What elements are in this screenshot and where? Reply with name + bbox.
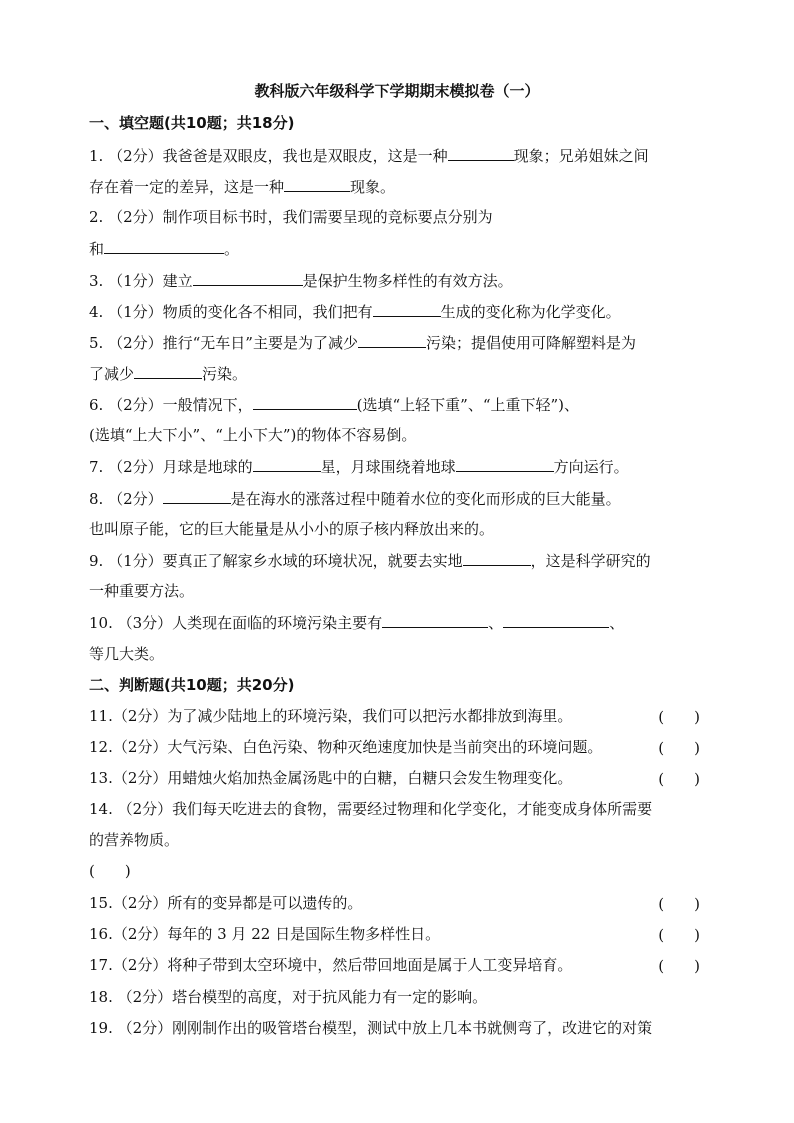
question-5-line-1: 5. （2分）推行“无车日”主要是为了减少 污染；提倡使用可降解塑料是为	[89, 334, 636, 352]
question-10-line-2: 等几大类。	[89, 645, 165, 663]
question-2-line-2: 和 。	[89, 240, 240, 258]
question-19: 19. （2分）刚刚制作出的吸管塔台模型，测试中放上几本书就侧弯了，改进它的对策	[89, 1019, 653, 1037]
page-title: 教科版六年级科学下学期期末模拟卷（一）	[254, 82, 540, 100]
answer-paren[interactable]: ( )	[658, 957, 700, 975]
question-4: 4. （1分）物质的变化各不相同，我们把有 生成的变化称为化学变化。	[89, 303, 621, 321]
answer-paren[interactable]: ( )	[658, 708, 700, 726]
answer-paren[interactable]: ( )	[658, 739, 700, 757]
question-15: 15.（2分）所有的变异都是可以遗传的。	[89, 894, 363, 912]
answer-blank[interactable]	[456, 456, 554, 472]
question-17: 17.（2分）将种子带到太空环境中，然后带回地面是属于人工变异培育。	[89, 956, 573, 974]
question-3: 3. （1分）建立 是保护生物多样性的有效方法。	[89, 272, 513, 290]
question-1-line-1: 1. （2分）我爸爸是双眼皮，我也是双眼皮，这是一种 现象；兄弟姐妹之间	[89, 147, 649, 165]
question-2-line-1: 2. （2分）制作项目标书时，我们需要呈现的竞标要点分别为	[89, 208, 493, 226]
answer-blank[interactable]	[193, 270, 303, 286]
question-18: 18. （2分）塔台模型的高度，对于抗风能力有一定的影响。	[89, 988, 488, 1006]
answer-blank[interactable]	[253, 394, 357, 410]
answer-blank[interactable]	[463, 550, 531, 566]
question-13: 13.（2分）用蜡烛火焰加热金属汤匙中的白糖，白糖只会发生物理变化。	[89, 769, 573, 787]
question-5-line-2: 了减少 污染。	[89, 365, 248, 383]
section-true-false-heading: 二、判断题(共10题；共20分)	[89, 676, 295, 694]
question-6-line-1: 6. （2分）一般情况下， (选填“上轻下重”、“上重下轻”)、	[89, 396, 580, 414]
answer-blank[interactable]	[358, 332, 426, 348]
question-10-line-1: 10. （3分）人类现在面临的环境污染主要有 、 、	[89, 614, 625, 632]
answer-blank[interactable]	[503, 612, 609, 628]
answer-paren[interactable]: ( )	[89, 862, 131, 880]
question-12: 12.（2分）大气污染、白色污染、物种灭绝速度加快是当前突出的环境问题。	[89, 738, 603, 756]
question-6-line-2: (选填“上大下小”、“上小下大”)的物体不容易倒。	[89, 426, 417, 444]
answer-blank[interactable]	[448, 145, 514, 161]
answer-blank[interactable]	[284, 176, 350, 192]
answer-blank[interactable]	[373, 301, 441, 317]
answer-blank[interactable]	[382, 612, 488, 628]
question-1-line-2: 存在着一定的差异，这是一种 现象。	[89, 178, 396, 196]
answer-blank[interactable]	[134, 363, 202, 379]
section-fill-blank-heading: 一、填空题(共10题；共18分)	[89, 114, 295, 132]
question-11: 11.（2分）为了减少陆地上的环境污染，我们可以把污水都排放到海里。	[89, 707, 573, 725]
answer-paren[interactable]: ( )	[658, 770, 700, 788]
question-7: 7. （2分）月球是地球的 星，月球围绕着地球 方向运行。	[89, 458, 629, 476]
question-8-line-2: 也叫原子能，它的巨大能量是从小小的原子核内释放出来的。	[89, 520, 495, 538]
question-8-line-1: 8. （2分） 是在海水的涨落过程中随着水位的变化而形成的巨大能量。	[89, 490, 621, 508]
question-14-line-1: 14. （2分）我们每天吃进去的食物，需要经过物理和化学变化，才能变成身体所需要	[89, 800, 653, 818]
answer-paren[interactable]: ( )	[658, 926, 700, 944]
answer-blank[interactable]	[163, 488, 231, 504]
question-9-line-1: 9. （1分）要真正了解家乡水域的环境状况，就要去实地 ，这是科学研究的	[89, 552, 651, 570]
question-14-line-2: 的营养物质。	[89, 831, 180, 849]
answer-paren[interactable]: ( )	[658, 895, 700, 913]
question-9-line-2: 一种重要方法。	[89, 582, 195, 600]
answer-blank[interactable]	[104, 238, 224, 254]
answer-blank[interactable]	[253, 456, 321, 472]
question-16: 16.（2分）每年的 3 月 22 日是国际生物多样性日。	[89, 925, 441, 943]
